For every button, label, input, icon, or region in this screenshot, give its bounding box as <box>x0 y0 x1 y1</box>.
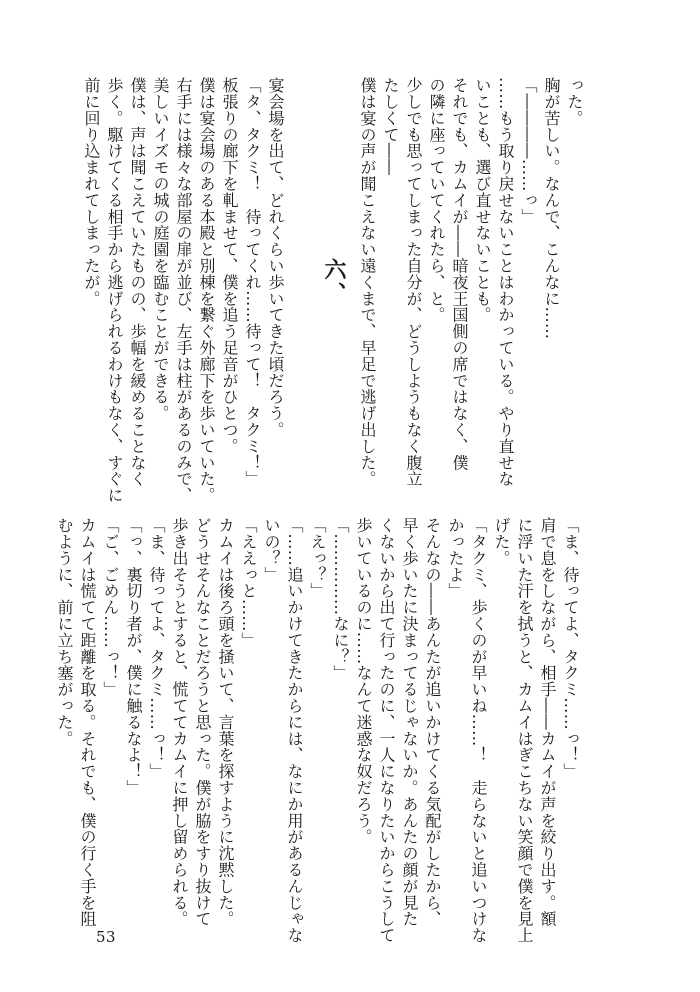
text-line: ……もう取り戻せないことはわかっている。やり直せな <box>496 77 515 487</box>
text-line: 「……追いかけてきたからには、なにか用があるんじゃな <box>285 517 304 944</box>
text-line: 肩で息をしながら、相手――カムイが声を絞り出す。額 <box>538 517 557 927</box>
text-line: 「えっ？」 <box>308 517 327 599</box>
text-line: 「ま、待ってよ、タクミ……っ！」 <box>147 517 166 780</box>
text-line: った。 <box>565 77 584 127</box>
text-line: 宴会場を出て、どれくらい歩いてきた頃だろう。 <box>266 77 285 438</box>
section-heading: 六、 <box>321 258 347 306</box>
text-line: くないから出て行ったのに、一人になりたいからこうして <box>377 517 396 944</box>
text-line: 「タクミ、歩くのが早いね……！ 走らないと追いつけな <box>469 517 488 944</box>
text-line: 板張りの廊下を軋ませて、僕を追う足音がひとつ。 <box>220 77 239 455</box>
text-line: どうせそんなことだろうと思った。僕が脇をすり抜けて <box>193 517 212 927</box>
text-line: むように、前に立ち塞がった。 <box>55 517 74 747</box>
text-line: たしくて―― <box>381 77 400 176</box>
text-line: 前に回り込まれてしまったが。 <box>82 77 101 307</box>
text-line: そんなの――あんたが追いかけてくる気配がしたから、 <box>423 517 442 927</box>
text-line: 「タ、タクミ！ 待ってくれ……待って！ タクミ！」 <box>243 77 262 487</box>
text-line: いことも、選び直せないことも。 <box>473 77 492 323</box>
text-line: 右手には様々な部屋の扉が並び、左手は柱があるのみで、 <box>174 77 193 504</box>
text-line: カムイは慌てて距離を取る。それでも、僕の行く手を阻 <box>78 517 97 927</box>
text-line: に浮いた汗を拭うと、カムイはぎこちない笑顔で僕を見上 <box>515 517 534 944</box>
text-line: 「ま、待ってよ、タクミ……っ！」 <box>561 517 580 780</box>
text-line: 胸が苦しい。なんで、こんなに…… <box>542 77 561 340</box>
text-line: 歩いているのに……なんて迷惑な奴だろう。 <box>354 517 373 845</box>
text-line: 「――――……っ」 <box>519 77 538 225</box>
text-line: 「ご、ごめん……っ！」 <box>101 517 120 698</box>
text-line: 僕は宴の声が聞こえない遠くまで、早足で逃げ出した。 <box>358 77 377 487</box>
page-number: 53 <box>96 928 117 946</box>
text-line: の隣に座っていてくれたら、と。 <box>427 77 446 323</box>
text-line: 少しでも思ってしまった自分が、どうしようもなく腹立 <box>404 77 423 487</box>
text-line: カムイは後ろ頭を掻いて、言葉を探すように沈黙した。 <box>216 517 235 927</box>
text-line: げた。 <box>492 517 511 567</box>
text-line: いの？」 <box>262 517 281 583</box>
text-line: 「っ、裏切り者が、僕に触るなよ！」 <box>124 517 143 796</box>
text-line: 僕は宴会場のある本殿と別棟を繋ぐ外廊下を歩いていた。 <box>197 77 216 504</box>
text-line: それでも、カムイが――暗夜王国側の席ではなく、僕 <box>450 77 469 471</box>
text-line: 歩く。駆けてくる相手から逃げられるわけもなく、すぐに <box>105 77 124 504</box>
text-line: 美しいイズモの城の庭園を臨むことができる。 <box>151 77 170 422</box>
text-line: 僕は、声は聞こえていたものの、歩幅を緩めることなく <box>128 77 147 487</box>
text-line <box>287 77 310 500</box>
text-line: 「……………なに？」 <box>331 517 350 681</box>
text-line: かったよ」 <box>446 517 465 599</box>
text-line: 早く歩いたに決まってるじゃないか。あんたの顔が見た <box>400 517 419 927</box>
text-line: 「ええっと……」 <box>239 517 258 649</box>
text-line: 歩き出そうとすると、慌ててカムイに押し留められる。 <box>170 517 189 927</box>
